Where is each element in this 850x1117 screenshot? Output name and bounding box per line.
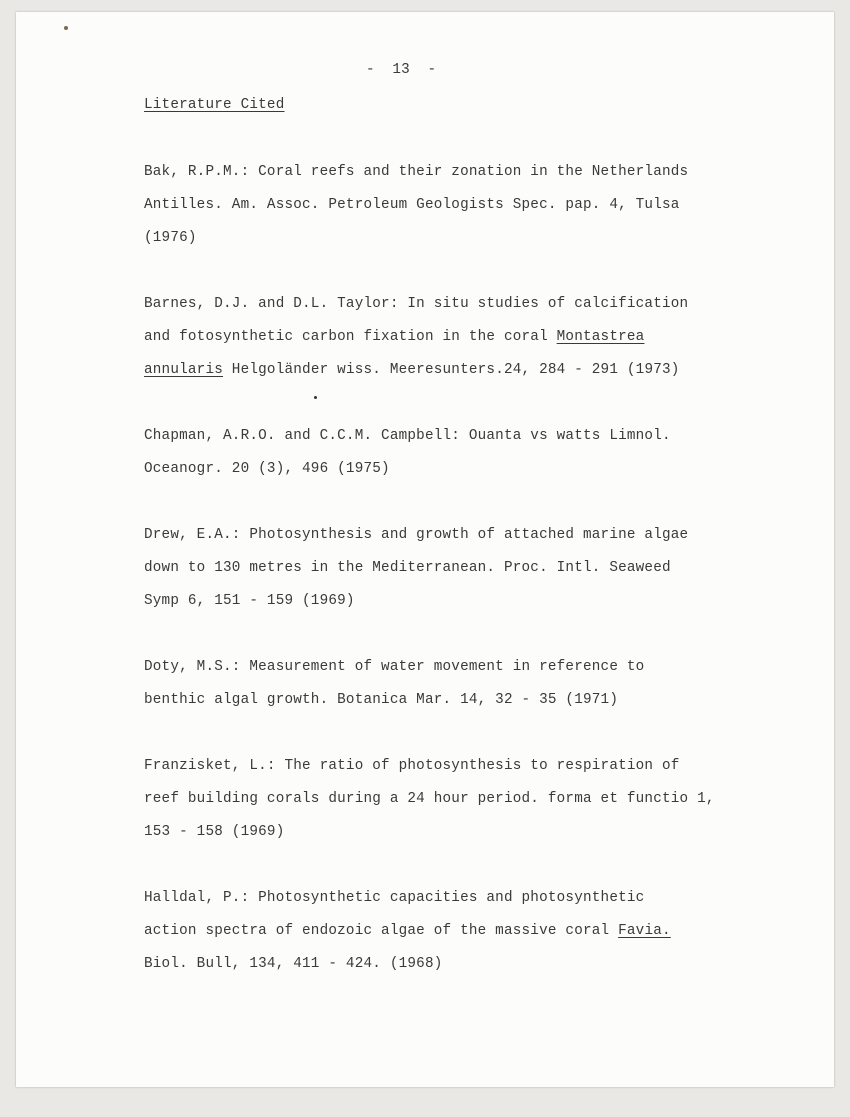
reference-line: reef building corals during a 24 hour period. forma et functio 1, xyxy=(144,791,715,807)
paper-speck xyxy=(314,396,317,399)
reference-line: Chapman, A.R.O. and C.C.M. Campbell: Ouanta vs watts Limnol. xyxy=(144,428,671,444)
species-name: Favia. xyxy=(618,923,671,939)
reference-line: benthic algal growth. Botanica Mar. 14, 32 - 35 (1971) xyxy=(144,692,619,708)
paper-speck xyxy=(64,26,68,30)
reference-line: annularis Helgoländer wiss. Meeresunters.24, 284 - 291 (1973) xyxy=(144,362,680,378)
species-name: annularis xyxy=(144,362,224,378)
reference-line: Drew, E.A.: Photosynthesis and growth of attached marine algae xyxy=(144,527,689,543)
reference-entry xyxy=(144,657,844,723)
reference-line: Doty, M.S.: Measurement of water movement in reference to xyxy=(144,659,645,675)
reference-entry xyxy=(144,162,844,261)
reference-line: and fotosynthetic carbon fixation in the coral Montastrea xyxy=(144,329,645,345)
page-number: - 13 - xyxy=(366,62,437,78)
document-page xyxy=(16,12,834,1087)
reference-line: Antilles. Am. Assoc. Petroleum Geologists Spec. pap. 4, Tulsa xyxy=(144,197,680,213)
reference-entry xyxy=(144,888,844,987)
reference-line: down to 130 metres in the Mediterranean. Proc. Intl. Seaweed xyxy=(144,560,671,576)
section-heading: Literature Cited xyxy=(144,97,285,113)
reference-entry xyxy=(144,525,844,624)
reference-line: Franzisket, L.: The ratio of photosynthesis to respiration of xyxy=(144,758,680,774)
reference-entry xyxy=(144,756,844,855)
reference-line: Oceanogr. 20 (3), 496 (1975) xyxy=(144,461,390,477)
species-name: Montastrea xyxy=(556,329,645,345)
reference-line: Biol. Bull, 134, 411 - 424. (1968) xyxy=(144,956,443,972)
reference-entry xyxy=(144,426,844,492)
reference-line: action spectra of endozoic algae of the massive coral Favia. xyxy=(144,923,671,939)
reference-line: 153 - 158 (1969) xyxy=(144,824,285,840)
reference-line: Halldal, P.: Photosynthetic capacities and photosynthetic xyxy=(144,890,645,906)
reference-line: Barnes, D.J. and D.L. Taylor: In situ studies of calcification xyxy=(144,296,689,312)
reference-line: (1976) xyxy=(144,230,197,246)
reference-entry xyxy=(144,294,844,393)
reference-line: Bak, R.P.M.: Coral reefs and their zonation in the Netherlands xyxy=(144,164,689,180)
reference-line: Symp 6, 151 - 159 (1969) xyxy=(144,593,355,609)
